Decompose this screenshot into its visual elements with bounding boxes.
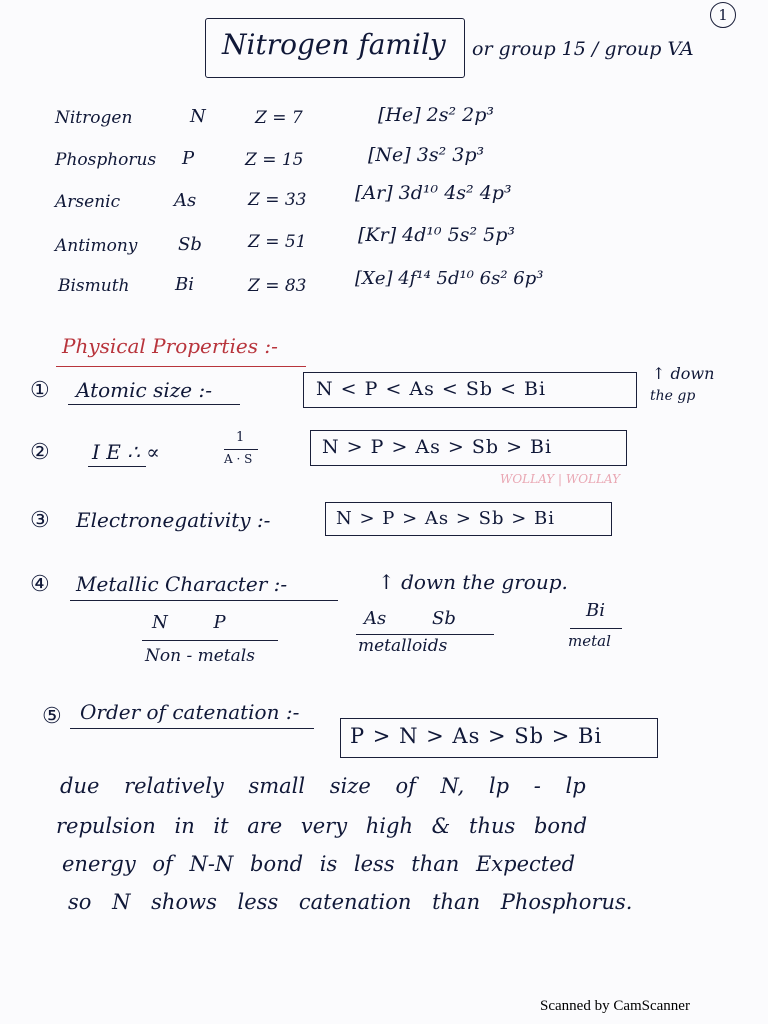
element-name: Phosphorus	[55, 150, 157, 170]
catenation-underline	[70, 728, 314, 729]
catenation-label: Order of catenation :-	[80, 700, 300, 724]
item-number: ②	[30, 440, 50, 465]
element-z: Z = 83	[248, 276, 307, 296]
metallic-group-category: metalloids	[358, 636, 448, 656]
element-symbol: As	[174, 190, 197, 211]
element-symbol: N	[190, 106, 206, 127]
atomic-size-underline	[68, 404, 240, 405]
element-name: Antimony	[55, 236, 138, 256]
element-symbol: P	[182, 148, 195, 169]
bleed-through-text: WOLLAY | WOLLAY	[500, 472, 621, 486]
element-z: Z = 33	[248, 190, 307, 210]
explanation-line: due relatively small size of N, lp - lp	[60, 774, 586, 798]
ie-fraction-bar	[224, 449, 258, 450]
item-number: ③	[30, 508, 50, 533]
element-config: [Ne] 3s² 3p³	[368, 144, 485, 166]
element-name: Bismuth	[58, 276, 130, 296]
section-heading: Physical Properties :-	[62, 334, 278, 358]
metallic-underline	[70, 600, 338, 601]
element-z: Z = 7	[255, 108, 303, 128]
atomic-size-label: Atomic size :-	[76, 378, 212, 402]
atomic-size-note: ↑ down	[652, 364, 715, 383]
metallic-group-category: metal	[568, 632, 611, 650]
explanation-line: repulsion in it are very high & thus bond	[56, 814, 588, 838]
page-number: 1	[718, 6, 728, 24]
metallic-group-members: As Sb	[364, 608, 456, 629]
scanner-watermark: Scanned by CamScanner	[540, 998, 690, 1014]
page-title: Nitrogen family	[222, 28, 446, 61]
metallic-group-divider	[570, 628, 622, 629]
element-symbol: Sb	[178, 234, 202, 255]
metallic-trend: ↑ down the group.	[378, 570, 568, 594]
page-number-circle	[710, 2, 736, 28]
ie-fraction-denominator: A · S	[224, 452, 253, 466]
ie-underline	[88, 466, 146, 467]
atomic-size-order: N < P < As < Sb < Bi	[316, 378, 547, 400]
electronegativity-order: N > P > As > Sb > Bi	[336, 508, 556, 529]
ie-fraction-numerator: 1	[236, 430, 245, 445]
explanation-line: energy of N-N bond is less than Expected	[62, 852, 576, 876]
element-config: [Ar] 3d¹⁰ 4s² 4p³	[355, 182, 512, 204]
metallic-group-divider	[142, 640, 278, 641]
element-name: Arsenic	[55, 192, 121, 212]
ie-order: N > P > As > Sb > Bi	[322, 436, 553, 458]
metallic-group-members: N P	[152, 612, 226, 633]
element-z: Z = 51	[248, 232, 307, 252]
catenation-order: P > N > As > Sb > Bi	[350, 724, 603, 748]
element-config: [Kr] 4d¹⁰ 5s² 5p³	[358, 224, 516, 246]
electronegativity-label: Electronegativity :-	[76, 508, 271, 532]
section-heading-underline	[56, 366, 306, 367]
explanation-line: so N shows less catenation than Phosphorus.	[68, 890, 633, 914]
element-z: Z = 15	[245, 150, 304, 170]
metallic-group-category: Non - metals	[145, 646, 255, 666]
item-number: ①	[30, 378, 50, 403]
element-config: [Xe] 4f¹⁴ 5d¹⁰ 6s² 6p³	[355, 268, 544, 289]
atomic-size-note: the gp	[650, 388, 696, 404]
metallic-label: Metallic Character :-	[76, 572, 288, 596]
element-name: Nitrogen	[55, 108, 133, 128]
ie-label: I E ∴ ∝	[92, 440, 160, 464]
metallic-group-divider	[356, 634, 494, 635]
item-number: ⑤	[42, 704, 62, 729]
metallic-group-members: Bi	[586, 600, 605, 621]
item-number: ④	[30, 572, 50, 597]
title-suffix: or group 15 / group VA	[472, 38, 694, 60]
element-symbol: Bi	[175, 274, 194, 295]
element-config: [He] 2s² 2p³	[378, 104, 495, 126]
